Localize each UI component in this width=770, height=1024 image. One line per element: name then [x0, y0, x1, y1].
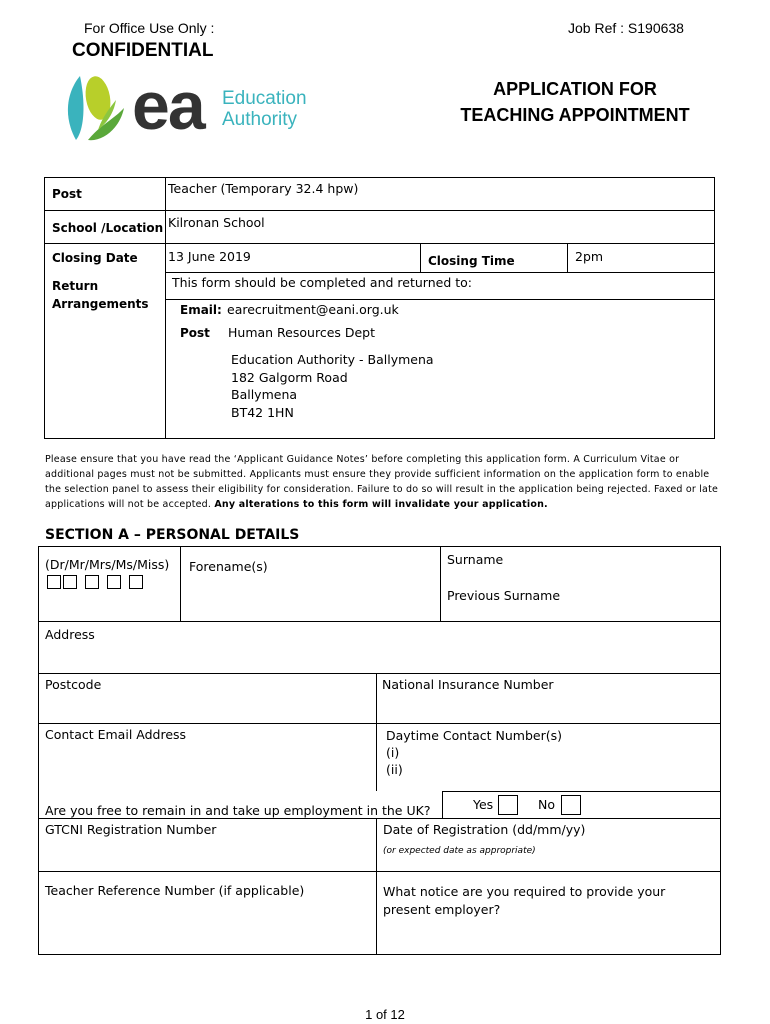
checkbox-mr[interactable] — [63, 575, 77, 589]
forename-label: Forename(s) — [189, 559, 268, 574]
contact-number-i: (i) — [386, 745, 400, 760]
email-label: Email: — [180, 303, 222, 317]
address-block — [231, 351, 434, 421]
logo-text — [222, 88, 307, 130]
gtcni-label: GTCNI Registration Number — [45, 822, 217, 837]
logo-mark: ea — [132, 68, 204, 144]
title-options-label: (Dr/Mr/Mrs/Ms/Miss) — [45, 557, 170, 572]
form-title-line1: APPLICATION FOR — [493, 79, 657, 99]
notice-line2: additional pages must not be submitted. Applicants must ensure they provide sufficient information on the application form to enable — [45, 469, 710, 480]
no-checkbox[interactable] — [561, 795, 581, 815]
post-value: Teacher (Temporary 32.4 hpw) — [168, 181, 359, 196]
notice-line1: Please ensure that you have read the ‘Applicant Guidance Notes’ before completing this application form. A Curriculum Vitae or — [45, 454, 680, 465]
notice-line3: the selection panel to assess their eligibility for consideration. Failure to do so will result in the application being rejected. Faxed or late — [45, 484, 719, 495]
confidential-label: CONFIDENTIAL — [72, 40, 214, 61]
notice-period-question — [383, 883, 665, 919]
section-a-title: SECTION A – PERSONAL DETAILS — [45, 527, 300, 543]
form-title — [440, 76, 710, 128]
school-value: Kilronan School — [168, 215, 265, 230]
closing-time-label: Closing Time — [428, 254, 515, 268]
email-value[interactable]: earecruitment@eani.org.uk — [227, 302, 399, 317]
surname-label: Surname — [447, 552, 504, 567]
notice-line4: applications will not be accepted. — [45, 499, 212, 510]
closing-date-label: Closing Date — [52, 251, 138, 265]
job-ref: Job Ref : S190638 — [568, 20, 684, 36]
form-title-line2: TEACHING APPOINTMENT — [460, 105, 690, 125]
logo-text-authority: Authority — [222, 109, 297, 130]
teacher-reference-label: Teacher Reference Number (if applicable) — [45, 883, 305, 898]
checkbox-miss[interactable] — [129, 575, 143, 589]
page-number: 1 of 12 — [365, 1007, 405, 1022]
daytime-contact-block — [386, 727, 562, 778]
date-registration-note: (or expected date as appropriate) — [383, 846, 536, 856]
address-line3: 182 Galgorm Road — [231, 369, 348, 385]
return-label-line2: Arrangements — [52, 297, 149, 311]
daytime-contact-label: Daytime Contact Number(s) — [386, 728, 562, 743]
address-label: Address — [45, 627, 95, 642]
address-line5: BT42 1HN — [231, 404, 294, 420]
closing-date-value: 13 June 2019 — [168, 249, 251, 264]
return-label-line1: Return — [52, 279, 99, 293]
notice-question-line1: What notice are you required to provide your — [383, 884, 666, 899]
title-checkboxes — [47, 573, 151, 591]
no-label: No — [538, 797, 555, 812]
checkbox-dr[interactable] — [47, 575, 61, 589]
date-registration-label: Date of Registration (dd/mm/yy) — [383, 822, 586, 837]
contact-number-ii: (ii) — [386, 762, 403, 777]
notice-warning: Any alterations to this form will invalidate your application. — [214, 499, 548, 510]
ea-logo-leaf-icon — [58, 70, 138, 150]
address-line1: Human Resources Dept — [228, 325, 376, 340]
post-label: Post — [52, 187, 82, 201]
logo-text-education: Education — [222, 88, 307, 109]
address-line4: Ballymena — [231, 387, 298, 402]
post-address-label: Post — [180, 326, 210, 340]
checkbox-ms[interactable] — [107, 575, 121, 589]
school-label: School /Location — [52, 221, 164, 235]
address-line2: Education Authority - Ballymena — [231, 352, 434, 367]
free-to-remain-question: Are you free to remain in and take up employment in the UK? — [45, 803, 431, 818]
yes-label: Yes — [473, 797, 494, 812]
checkbox-mrs[interactable] — [85, 575, 99, 589]
guidance-notice — [45, 452, 735, 512]
yes-checkbox[interactable] — [498, 795, 518, 815]
ni-number-label: National Insurance Number — [382, 677, 554, 692]
return-label — [52, 277, 149, 313]
office-use-label: For Office Use Only : — [84, 20, 215, 36]
previous-surname-label: Previous Surname — [447, 588, 561, 603]
postcode-label: Postcode — [45, 677, 102, 692]
closing-time-value: 2pm — [575, 249, 604, 264]
notice-question-line2: present employer? — [383, 902, 501, 917]
return-intro: This form should be completed and returned to: — [172, 275, 472, 290]
contact-email-label: Contact Email Address — [45, 727, 187, 742]
